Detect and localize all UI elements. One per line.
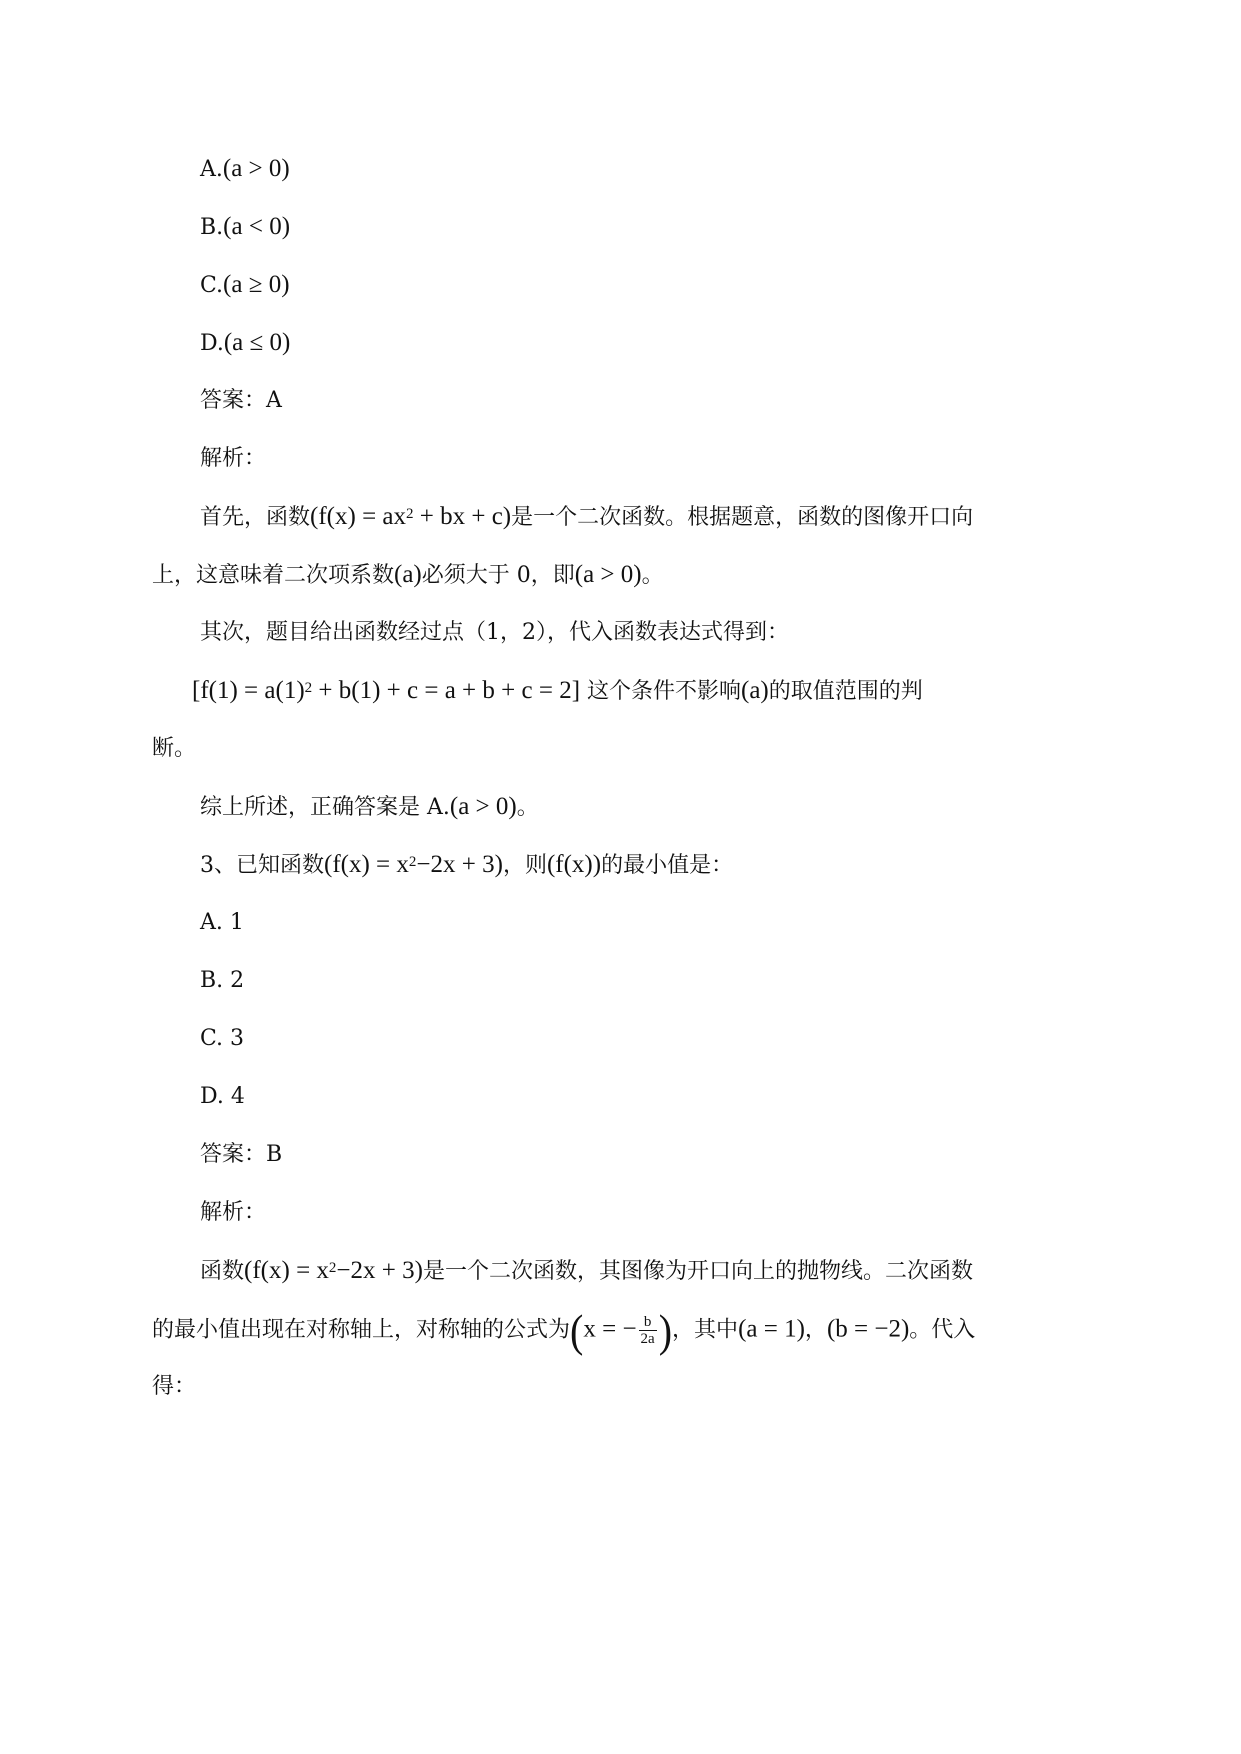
question-stem: 3、已知函数$(f(x) = x^2-2x + 3)$，则(f(x))的最小值是： xyxy=(200,851,734,878)
option-value: (a < 0) xyxy=(223,213,291,240)
analysis-paragraph-cont: 得： xyxy=(152,1374,197,1399)
option-b: B. 2 xyxy=(200,968,245,993)
formula: x = − xyxy=(583,1315,637,1343)
option-a: A. 1 xyxy=(200,910,244,935)
analysis-paragraph: 函数$(f(x) = x^2-2x + 3)$是一个二次函数，其图像为开口向上的抛物线。二次函数 xyxy=(200,1257,973,1284)
option-d: D. 4 xyxy=(200,1084,245,1109)
analysis-paragraph: 首先，函数($f(x) = ax^2$ + bx + c)是一个二次函数。根据题意，函数的图像开口向 xyxy=(200,503,974,530)
option-value: (a ≥ 0) xyxy=(223,271,290,298)
option-label: B. xyxy=(200,215,224,240)
answer-line: 答案：A xyxy=(200,388,282,413)
option-b xyxy=(200,212,290,243)
formula: (a > 0) xyxy=(449,793,517,820)
option-value: (a ≤ 0) xyxy=(223,329,291,356)
formula: (f(x)) xyxy=(546,851,602,878)
option-label: C. xyxy=(200,273,224,298)
option-value: (a > 0) xyxy=(222,155,290,182)
option-label: A. xyxy=(200,157,223,182)
option-a xyxy=(200,154,290,185)
formula: $(f(x) = x^2-2x + 3)$ xyxy=(244,1257,423,1284)
formula: (a > 0) xyxy=(574,561,642,588)
formula: $[f(1) = a(1)^2 + b(1) + c = a + b + c = 2]$ xyxy=(192,677,581,704)
conclusion-line: 综上所述，正确答案是 A.(a > 0)。 xyxy=(200,793,539,820)
formula: (a) xyxy=(394,561,422,588)
analysis-paragraph: 其次，题目给出函数经过点（1，2），代入函数表达式得到： xyxy=(200,620,789,645)
option-label: D. xyxy=(200,331,224,356)
analysis-label: 解析： xyxy=(200,446,267,471)
option-c xyxy=(200,270,290,301)
fraction: $\frac{b}{2a}$ xyxy=(640,1314,655,1347)
analysis-paragraph-cont: 的最小值出现在对称轴上，对称轴的公式为(x = − $\frac{b}{2a}$ )，其中(a = 1)，(b = −2)。代入 xyxy=(152,1304,976,1356)
formula: $(f(x) = x^2-2x + 3)$ xyxy=(324,851,503,878)
option-d xyxy=(200,328,290,359)
formula: ($f(x) = ax^2$ + bx + c) xyxy=(310,503,512,530)
analysis-paragraph-cont: 上，这意味着二次项系数(a)必须大于 0，即(a > 0)。 xyxy=(152,561,664,588)
left-paren: ( xyxy=(570,1304,584,1356)
answer-line: 答案：B xyxy=(200,1142,283,1167)
analysis-label: 解析： xyxy=(200,1200,267,1225)
formula: (b = −2) xyxy=(826,1315,910,1343)
right-paren: ) xyxy=(658,1304,673,1356)
analysis-paragraph: $[f(1) = a(1)^2 + b(1) + c = a + b + c = 2]$ 这个条件不影响(a)的取值范围的判 xyxy=(192,677,923,704)
option-c: C. 3 xyxy=(200,1026,245,1051)
formula: (a) xyxy=(741,677,769,704)
formula: (a = 1) xyxy=(738,1315,805,1343)
analysis-paragraph-cont: 断。 xyxy=(152,736,197,761)
